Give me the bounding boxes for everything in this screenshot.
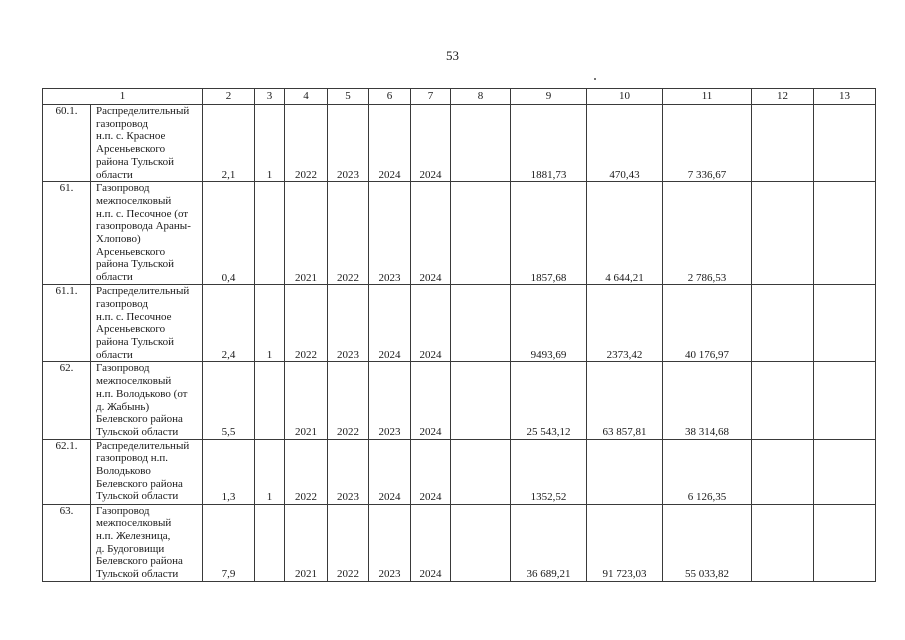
cell-col-5: 2023 <box>328 285 369 362</box>
column-header-8: 8 <box>451 89 511 105</box>
column-header-2: 2 <box>203 89 255 105</box>
object-name-line: н.п. с. Красное <box>96 130 166 143</box>
cell-col-7: 2024 <box>411 285 451 362</box>
cell-col-4: 2022 <box>285 105 328 182</box>
object-name <box>91 504 203 581</box>
row-number: 61.1. <box>43 285 91 362</box>
scan-speck <box>594 78 596 80</box>
row-number: 63. <box>43 504 91 581</box>
table-row <box>43 285 876 362</box>
cell-col-6: 2024 <box>369 105 411 182</box>
object-name <box>91 182 203 285</box>
cell-col-5: 2022 <box>328 362 369 439</box>
table-row <box>43 439 876 504</box>
cell-col-13 <box>814 504 876 581</box>
cell-col-10: 470,43 <box>587 105 663 182</box>
object-name-line: Газопровод <box>96 182 150 195</box>
object-name-line: Распределительный <box>96 105 190 117</box>
object-name-line: района Тульской <box>96 336 175 349</box>
object-name-line: Белевского района <box>96 555 183 568</box>
object-name-line: н.п. Железница, <box>96 530 171 543</box>
cell-col-8 <box>451 439 511 504</box>
cell-col-6: 2023 <box>369 504 411 581</box>
object-name-line: Арсеньевского <box>96 245 166 258</box>
object-name-line: н.п. с. Песочное (от <box>96 207 189 220</box>
object-name-line: н.п. с. Песочное <box>96 310 172 323</box>
cell-col-11: 6 126,35 <box>663 439 752 504</box>
column-header-3: 3 <box>255 89 285 105</box>
cell-col-12 <box>752 285 814 362</box>
cell-col-8 <box>451 182 511 285</box>
cell-col-11: 2 786,53 <box>663 182 752 285</box>
column-header-10: 10 <box>587 89 663 105</box>
object-name-line: Распределительный <box>96 285 190 298</box>
column-header-5: 5 <box>328 89 369 105</box>
cell-col-7: 2024 <box>411 439 451 504</box>
cell-col-11: 38 314,68 <box>663 362 752 439</box>
column-header-1: 1 <box>43 89 203 105</box>
cell-col-5: 2022 <box>328 504 369 581</box>
data-table <box>42 88 876 582</box>
object-name-line: района Тульской <box>96 155 175 168</box>
cell-col-11: 55 033,82 <box>663 504 752 581</box>
cell-col-5: 2023 <box>328 105 369 182</box>
cell-col-4: 2021 <box>285 182 328 285</box>
cell-col-2: 2,1 <box>203 105 255 182</box>
column-header-4: 4 <box>285 89 328 105</box>
cell-col-10: 63 857,81 <box>587 362 663 439</box>
cell-col-5: 2023 <box>328 439 369 504</box>
object-name-line: газопровод <box>96 117 148 130</box>
object-name-line: д. Будоговищи <box>96 542 165 555</box>
column-header-12: 12 <box>752 89 814 105</box>
cell-col-3: 1 <box>255 285 285 362</box>
cell-col-7: 2024 <box>411 105 451 182</box>
object-name-line: Газопровод <box>96 504 150 517</box>
cell-col-4: 2021 <box>285 362 328 439</box>
object-name-line: газопровод <box>96 297 148 310</box>
cell-col-12 <box>752 439 814 504</box>
object-name <box>91 439 203 504</box>
cell-col-3: 1 <box>255 439 285 504</box>
column-header-9: 9 <box>511 89 587 105</box>
row-number: 61. <box>43 182 91 285</box>
object-name <box>91 105 203 182</box>
cell-col-2: 7,9 <box>203 504 255 581</box>
cell-col-3 <box>255 182 285 285</box>
cell-col-8 <box>451 362 511 439</box>
cell-col-3 <box>255 362 285 439</box>
cell-col-13 <box>814 105 876 182</box>
object-name-line: межпоселковый <box>96 375 172 388</box>
cell-col-12 <box>752 105 814 182</box>
object-name-line: Газопровод <box>96 362 150 375</box>
cell-col-8 <box>451 504 511 581</box>
cell-col-2: 0,4 <box>203 182 255 285</box>
object-name-line: области <box>96 348 133 361</box>
cell-col-12 <box>752 182 814 285</box>
column-header-7: 7 <box>411 89 451 105</box>
cell-col-9: 1857,68 <box>511 182 587 285</box>
cell-col-9: 25 543,12 <box>511 362 587 439</box>
row-number: 62.1. <box>43 439 91 504</box>
object-name-line: Распределительный <box>96 439 190 452</box>
cell-col-8 <box>451 285 511 362</box>
cell-col-10: 91 723,03 <box>587 504 663 581</box>
cell-col-4: 2021 <box>285 504 328 581</box>
table-row <box>43 182 876 285</box>
cell-col-3 <box>255 504 285 581</box>
cell-col-13 <box>814 439 876 504</box>
table-row <box>43 362 876 439</box>
cell-col-13 <box>814 362 876 439</box>
cell-col-8 <box>451 105 511 182</box>
object-name-line: Тульской области <box>96 425 179 438</box>
cell-col-7: 2024 <box>411 362 451 439</box>
header-row <box>43 89 876 105</box>
row-number: 62. <box>43 362 91 439</box>
column-header-13: 13 <box>814 89 876 105</box>
object-name-line: района Тульской <box>96 258 175 271</box>
object-name <box>91 362 203 439</box>
cell-col-6: 2023 <box>369 182 411 285</box>
object-name-line: н.п. Володьково (от <box>96 387 188 400</box>
cell-col-4: 2022 <box>285 439 328 504</box>
row-number: 60.1. <box>43 105 91 182</box>
cell-col-4: 2022 <box>285 285 328 362</box>
object-name-line: области <box>96 168 133 181</box>
page-number: 53 <box>446 48 459 63</box>
object-name-line: Тульской области <box>96 490 179 503</box>
cell-col-6: 2024 <box>369 439 411 504</box>
cell-col-9: 9493,69 <box>511 285 587 362</box>
table-row <box>43 105 876 182</box>
cell-col-9: 1881,73 <box>511 105 587 182</box>
column-header-6: 6 <box>369 89 411 105</box>
object-name-line: межпоселковый <box>96 194 172 207</box>
cell-col-13 <box>814 285 876 362</box>
object-name <box>91 285 203 362</box>
cell-col-7: 2024 <box>411 504 451 581</box>
object-name-line: Белевского района <box>96 477 183 490</box>
object-name-line: межпоселковый <box>96 517 172 530</box>
cell-col-9: 1352,52 <box>511 439 587 504</box>
object-name-line: газопровода Араны- <box>96 220 191 233</box>
object-name-line: Тульской области <box>96 568 179 581</box>
object-name-line: Арсеньевского <box>96 143 166 156</box>
cell-col-10 <box>587 439 663 504</box>
cell-col-12 <box>752 504 814 581</box>
object-name-line: области <box>96 271 133 284</box>
object-name-line: Хлопово) <box>96 233 141 246</box>
cell-col-2: 5,5 <box>203 362 255 439</box>
cell-col-11: 40 176,97 <box>663 285 752 362</box>
object-name-line: Арсеньевского <box>96 323 166 336</box>
cell-col-5: 2022 <box>328 182 369 285</box>
cell-col-2: 1,3 <box>203 439 255 504</box>
column-header-11: 11 <box>663 89 752 105</box>
object-name-line: д. Жабынь) <box>96 400 150 413</box>
cell-col-6: 2023 <box>369 362 411 439</box>
cell-col-7: 2024 <box>411 182 451 285</box>
object-name-line: Володьково <box>96 465 151 478</box>
object-name-line: газопровод н.п. <box>96 452 168 465</box>
cell-col-10: 4 644,21 <box>587 182 663 285</box>
object-name-line: Белевского района <box>96 413 183 426</box>
cell-col-9: 36 689,21 <box>511 504 587 581</box>
cell-col-2: 2,4 <box>203 285 255 362</box>
cell-col-13 <box>814 182 876 285</box>
cell-col-12 <box>752 362 814 439</box>
cell-col-11: 7 336,67 <box>663 105 752 182</box>
cell-col-6: 2024 <box>369 285 411 362</box>
cell-col-3: 1 <box>255 105 285 182</box>
table-row <box>43 504 876 581</box>
cell-col-10: 2373,42 <box>587 285 663 362</box>
